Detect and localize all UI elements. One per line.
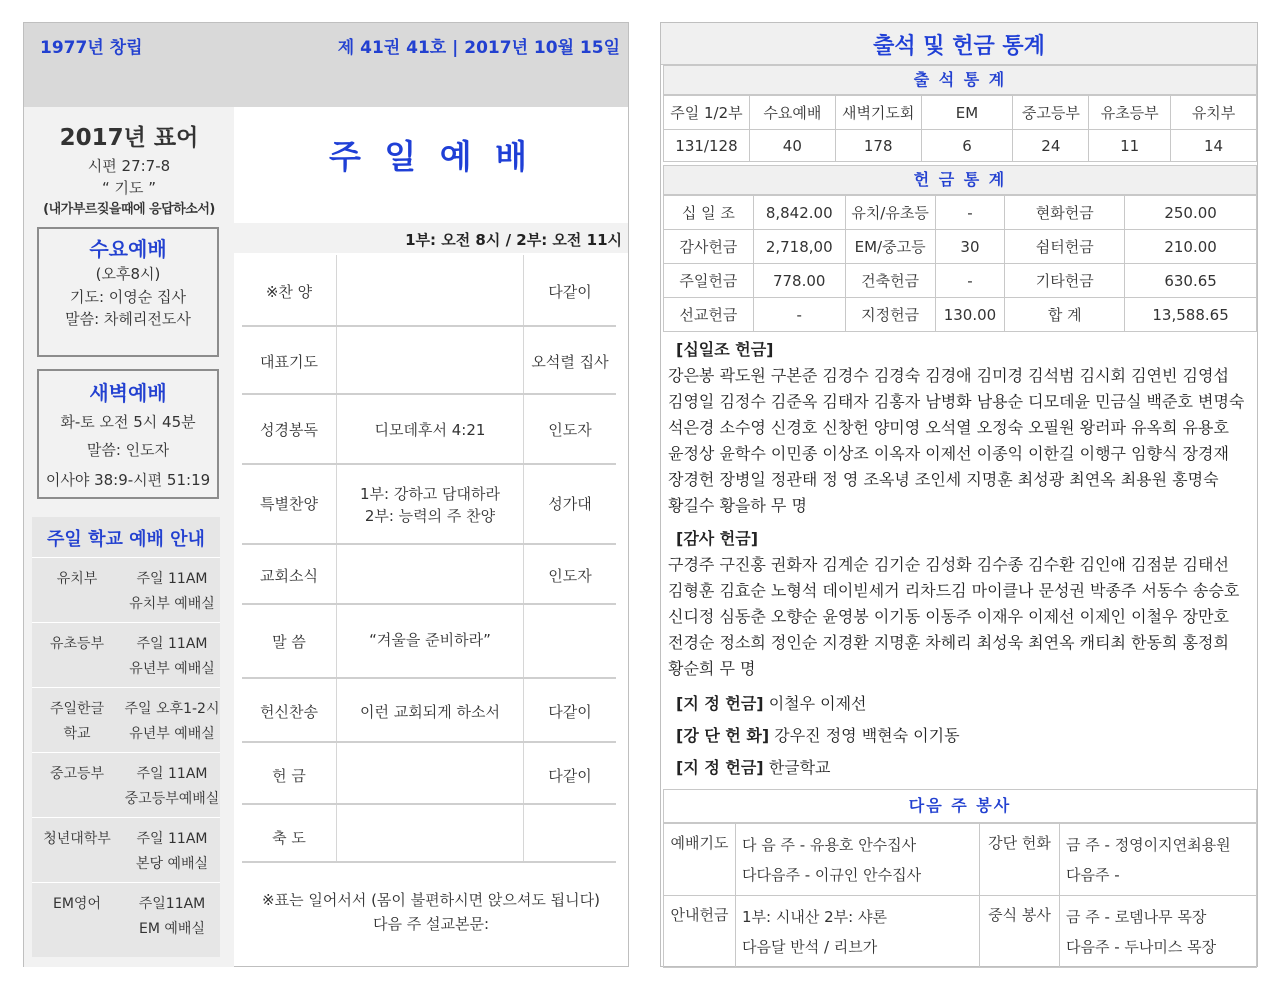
duty-detail: 다 음 주 - 유용호 안수집사 다다음주 - 이규인 안수집사 xyxy=(736,824,980,896)
duty-label: 강단 헌화 xyxy=(980,824,1060,896)
service-leader: 다같이 xyxy=(548,767,592,785)
offering-value: 778.00 xyxy=(753,264,845,298)
attendance-header: 주일 1/2부 xyxy=(664,96,750,130)
offering-value: 13,588.65 xyxy=(1125,298,1257,332)
service-item: 대표기도 xyxy=(260,353,318,371)
duty-label: 예배기도 xyxy=(664,824,736,896)
service-content xyxy=(336,743,524,803)
school-time: 주일 11AM xyxy=(136,766,208,782)
service-content xyxy=(336,545,524,603)
offering-label: 유치/유초등 xyxy=(845,196,935,230)
school-time: 주일 11AM xyxy=(136,636,208,652)
offering-value: - xyxy=(935,196,1005,230)
service-content xyxy=(336,805,524,861)
motto-theme: “ 기도 ” xyxy=(101,179,157,197)
school-name: 중고등부 xyxy=(49,766,105,782)
service-leader: 다같이 xyxy=(548,283,592,301)
attendance-value: 178 xyxy=(835,130,921,162)
name-line: 석은경 소수영 신경호 신창헌 양미영 오석열 오정숙 오필원 왕러파 유옥희 유용호 xyxy=(668,418,1229,437)
tithe-heading: [십일조 헌금] xyxy=(676,340,774,359)
school-room: 유년부 예배실 xyxy=(129,661,215,677)
designated-names: 한글학교 xyxy=(768,758,831,777)
duty-label: 중식 봉사 xyxy=(980,896,1060,968)
service-content: “겨울을 준비하라” xyxy=(336,605,524,677)
service-row xyxy=(242,743,616,805)
attendance-header: 유치부 xyxy=(1171,96,1257,130)
offering-title: 헌 금 통 계 xyxy=(663,165,1257,195)
service-item: 헌신찬송 xyxy=(260,703,318,721)
offering-value: 30 xyxy=(935,230,1005,264)
offering-label: 주일헌금 xyxy=(664,264,754,298)
service-item: 말 씀 xyxy=(272,633,306,651)
school-time: 주일 11AM xyxy=(136,831,208,847)
duty-detail: 금 주 - 정영이지연최용원 다음주 - xyxy=(1060,824,1257,896)
school-row xyxy=(32,687,220,752)
motto-subtitle: (내가부르짖을때에 응답하소서) xyxy=(43,202,215,217)
service-row xyxy=(242,545,616,605)
name-line: 구경주 구진홍 권화자 김계순 김기순 김성화 김수종 김수환 김인애 김점분 김태선 xyxy=(668,555,1229,574)
attendance-value: 14 xyxy=(1171,130,1257,162)
name-line: 황순희 무 명 xyxy=(668,659,756,678)
tithe-section xyxy=(668,337,1253,519)
sunday-school-panel xyxy=(32,517,220,957)
attendance-value: 24 xyxy=(1013,130,1089,162)
designated-heading: [지 정 헌금] xyxy=(676,758,764,777)
service-leader: 인도자 xyxy=(548,421,592,439)
stats-header xyxy=(661,23,1257,65)
name-line: 강은봉 곽도원 구본준 김경수 김경숙 김경애 김미경 김석범 김시회 김연빈 김영섭 xyxy=(668,366,1229,385)
school-room: EM 예배실 xyxy=(139,921,205,937)
dawn-scripture: 이사야 38:9-시편 51:19 xyxy=(45,471,211,489)
designated-offering-1 xyxy=(668,691,1253,717)
school-name: 유치부 xyxy=(56,571,98,587)
school-name: 유초등부 xyxy=(49,636,105,652)
attendance-value: 6 xyxy=(921,130,1013,162)
left-page xyxy=(23,22,629,967)
wednesday-prayer: 기도: 이영순 집사 xyxy=(69,288,187,306)
school-row xyxy=(32,622,220,687)
duty-label: 안내헌금 xyxy=(664,896,736,968)
school-name: 청년대학부 xyxy=(43,831,111,847)
offering-value: 250.00 xyxy=(1125,196,1257,230)
school-time: 주일11AM xyxy=(138,896,206,912)
designated-offering-2 xyxy=(668,755,1253,781)
attendance-value: 11 xyxy=(1089,130,1171,162)
name-line: 황길수 황을하 무 명 xyxy=(668,496,807,515)
next-week-table xyxy=(663,823,1257,968)
next-week-title: 다음 주 봉사 xyxy=(663,789,1257,823)
attendance-header: 새벽기도회 xyxy=(835,96,921,130)
service-item: 특별찬양 xyxy=(260,495,318,513)
service-item: 축 도 xyxy=(272,829,306,847)
service-content xyxy=(336,255,524,325)
attendance-header: 유초등부 xyxy=(1089,96,1171,130)
name-line: 전경순 정소희 정인순 지경환 지명훈 차헤리 최성욱 최연옥 캐티최 한동희 홍정희 xyxy=(668,633,1229,652)
duty-detail: 1부: 시내산 2부: 샤론 다음달 반석 / 리브가 xyxy=(736,896,980,968)
offering-value: 630.65 xyxy=(1125,264,1257,298)
thanks-heading: [감사 헌금] xyxy=(676,529,759,548)
school-room: 중고등부예배실 xyxy=(124,791,220,807)
sunday-school-title: 주일 학교 예배 안내 xyxy=(47,529,205,550)
offering-value: 130.00 xyxy=(935,298,1005,332)
service-item: 헌 금 xyxy=(272,767,306,785)
offering-label: 감사헌금 xyxy=(664,230,754,264)
motto-verse: 시편 27:7-8 xyxy=(87,157,171,175)
name-line: 장경헌 장병일 정관태 정 영 조옥녕 조인세 지명훈 최성광 최연옥 최용원 홍명숙 xyxy=(668,470,1219,489)
offering-label: 합 계 xyxy=(1005,298,1125,332)
service-row xyxy=(242,255,616,327)
founded-text: 1977년 창립 xyxy=(40,38,143,58)
service-row xyxy=(242,679,616,743)
attendance-table xyxy=(663,95,1257,162)
service-item: 교회소식 xyxy=(260,567,318,585)
dawn-time: 화-토 오전 5시 45분 xyxy=(60,413,196,431)
service-content xyxy=(336,327,524,393)
school-room: 유치부 예배실 xyxy=(129,596,215,612)
thanks-section xyxy=(668,526,1253,682)
name-line: 윤정상 윤학수 이민종 이상조 이옥자 이제선 이종익 이한길 이행구 임향식 장경재 xyxy=(668,444,1229,463)
offering-value: - xyxy=(753,298,845,332)
school-room: 본당 예배실 xyxy=(135,856,209,872)
dawn-title: 새벽예배 xyxy=(89,381,167,405)
offering-table xyxy=(663,195,1257,332)
pulpit-heading: [강 단 헌 화] xyxy=(676,726,770,745)
wednesday-title: 수요예배 xyxy=(89,237,167,261)
school-time: 주일 오후1-2시 xyxy=(124,701,220,717)
offering-label: 쉼터헌금 xyxy=(1005,230,1125,264)
right-page xyxy=(660,22,1258,967)
attendance-header: 수요예배 xyxy=(749,96,835,130)
wednesday-time: (오후8시) xyxy=(95,265,161,283)
duty-detail: 금 주 - 로뎀나무 목장 다음주 - 두나미스 목장 xyxy=(1060,896,1257,968)
service-content: 이런 교회되게 하소서 xyxy=(336,679,524,741)
bulletin-header xyxy=(24,23,628,107)
service-item: 성경봉독 xyxy=(260,421,318,439)
next-sermon-text: 다음 주 설교본문: xyxy=(372,915,490,933)
offering-label: 기타헌금 xyxy=(1005,264,1125,298)
offering-label: 현화헌금 xyxy=(1005,196,1125,230)
motto-title: 2017년 표어 xyxy=(59,125,199,151)
service-row xyxy=(242,605,616,679)
dawn-box xyxy=(37,369,219,499)
pulpit-flowers xyxy=(668,723,1253,749)
service-content: 디모데후서 4:21 xyxy=(336,395,524,463)
service-content: 1부: 강하고 담대하라 2부: 능력의 주 찬양 xyxy=(336,465,524,543)
offering-label: 지정헌금 xyxy=(845,298,935,332)
service-leader: 오석렬 집사 xyxy=(531,353,609,371)
name-line: 신디정 심동춘 오향순 윤영봉 이기동 이동주 이재우 이제선 이제인 이철우 장만호 xyxy=(668,607,1229,626)
school-row xyxy=(32,752,220,817)
school-name: 주일한글 xyxy=(49,701,105,717)
service-item: ※찬 양 xyxy=(265,283,313,301)
wednesday-sermon: 말씀: 차헤리전도사 xyxy=(65,310,191,328)
school-row xyxy=(32,882,220,947)
attendance-title: 출 석 통 계 xyxy=(663,65,1257,95)
offering-value: 2,718,00 xyxy=(753,230,845,264)
attendance-header: 중고등부 xyxy=(1013,96,1089,130)
school-name: EM영어 xyxy=(53,896,101,912)
offering-label: 십 일 조 xyxy=(664,196,754,230)
designated-names: 이철우 이제선 xyxy=(768,694,867,713)
school-room: 유년부 예배실 xyxy=(129,726,215,742)
service-times: 1부: 오전 8시 / 2부: 오전 11시 xyxy=(405,231,622,249)
service-row xyxy=(242,465,616,545)
name-line: 김형훈 김효순 노형석 데이빋세거 리차드김 마이클나 문성권 박종주 서동수 송승호 xyxy=(668,581,1240,600)
offering-label: 선교헌금 xyxy=(664,298,754,332)
offering-label: 건축헌금 xyxy=(845,264,935,298)
wednesday-box xyxy=(37,227,219,357)
name-line: 김영일 김정수 김준옥 김태자 김홍자 남병화 남용순 디모데윤 민금실 백준호 변명숙 xyxy=(668,392,1245,411)
offering-value: 210.00 xyxy=(1125,230,1257,264)
dawn-sermon: 말씀: 인도자 xyxy=(86,441,170,459)
issue-text: 제 41권 41호 | 2017년 10월 15일 xyxy=(337,38,620,58)
designated-heading: [지 정 헌금] xyxy=(676,694,764,713)
service-title: 주 일 예 배 xyxy=(329,137,533,176)
service-times-bar xyxy=(234,223,628,253)
service-row xyxy=(242,327,616,395)
stats-title: 출석 및 헌금 통계 xyxy=(873,34,1045,59)
service-leader: 다같이 xyxy=(548,703,592,721)
offering-value: - xyxy=(935,264,1005,298)
school-row xyxy=(32,817,220,882)
school-name-line2: 학교 xyxy=(63,726,91,742)
service-leader: 인도자 xyxy=(548,567,592,585)
school-time: 주일 11AM xyxy=(136,571,208,587)
service-row xyxy=(242,395,616,465)
offering-value: 8,842.00 xyxy=(753,196,845,230)
offering-label: EM/중고등 xyxy=(845,230,935,264)
attendance-value: 40 xyxy=(749,130,835,162)
attendance-value: 131/128 xyxy=(664,130,750,162)
standing-note: ※표는 일어서서 (몸이 불편하시면 앉으셔도 됩니다) xyxy=(262,891,600,909)
pulpit-names: 강우진 정영 백현숙 이기동 xyxy=(774,726,960,745)
service-leader: 성가대 xyxy=(548,495,592,513)
service-row xyxy=(242,805,616,863)
school-row xyxy=(32,557,220,622)
attendance-header: EM xyxy=(921,96,1013,130)
